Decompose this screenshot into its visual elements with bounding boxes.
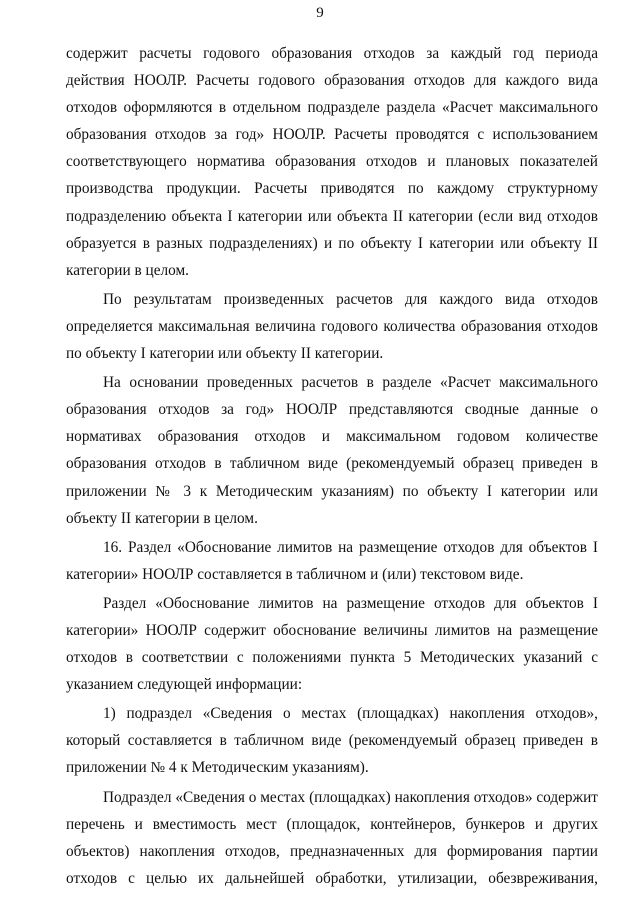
paragraph-subsection-1: 1) подраздел «Сведения о местах (площадках) накопления отходов», который составляется в табличном виде (рекомендуемый образец приведен в приложении № 4 к Методическим указаниям). <box>66 705 598 777</box>
page-number: 9 <box>316 5 324 21</box>
paragraph-section-content: Раздел «Обоснование лимитов на размещение отходов для объектов I категории» НООЛР содержит обоснование величины лимитов на размещение отходов в соответствии с положениями пункта 5 Методических указаний с указанием следующей информации: <box>66 594 598 694</box>
paragraph-section-16: 16. Раздел «Обоснование лимитов на размещение отходов для объектов I категории» НООЛР составляется в табличном и (или) текстовом виде. <box>66 538 598 583</box>
paragraph-max-value: По результатам произведенных расчетов для каждого вида отходов определяется максимальная величина годового количества образования отходов по объекту I категории или объекту II категории. <box>66 290 598 363</box>
paragraph-summary-data: На основании проведенных расчетов в разделе «Расчет максимального образования отходов за год» НООЛР представляются сводные данные о нормативах образования отходов и максимальном годовом количестве образования отходов в табличном виде (рекомендуемый образец приведен в приложении № 3 к Методическим указаниям) по объекту I категории или объекту II категории в целом. <box>66 374 598 527</box>
document-body <box>66 40 598 892</box>
paragraph-continuation: содержит расчеты годового образования отходов за каждый год периода действия НООЛР. Расчеты годового образования отходов для каждого вида отходов оформляются в отдельном подразделе раздела «Расчет максимального образования отходов за год» НООЛР. Расчеты проводятся с использованием соответствующего норматива образования отходов и плановых показателей производства продукции. Расчеты приводятся по каждому структурному подразделению объекта I категории или объекта II категории (если вид отходов образуется в разных подразделениях) и по объекту I категории или объекту II категории в целом. <box>66 45 598 279</box>
paragraph-storage-places: Подраздел «Сведения о местах (площадках) накопления отходов» содержит перечень и вместимость мест (площадок, контейнеров, бункеров и других объектов) накопления отходов, предназначенных для формирования партии отходов с целью их дальнейшей обработки, утилизации, обезвреживания, <box>66 788 598 887</box>
